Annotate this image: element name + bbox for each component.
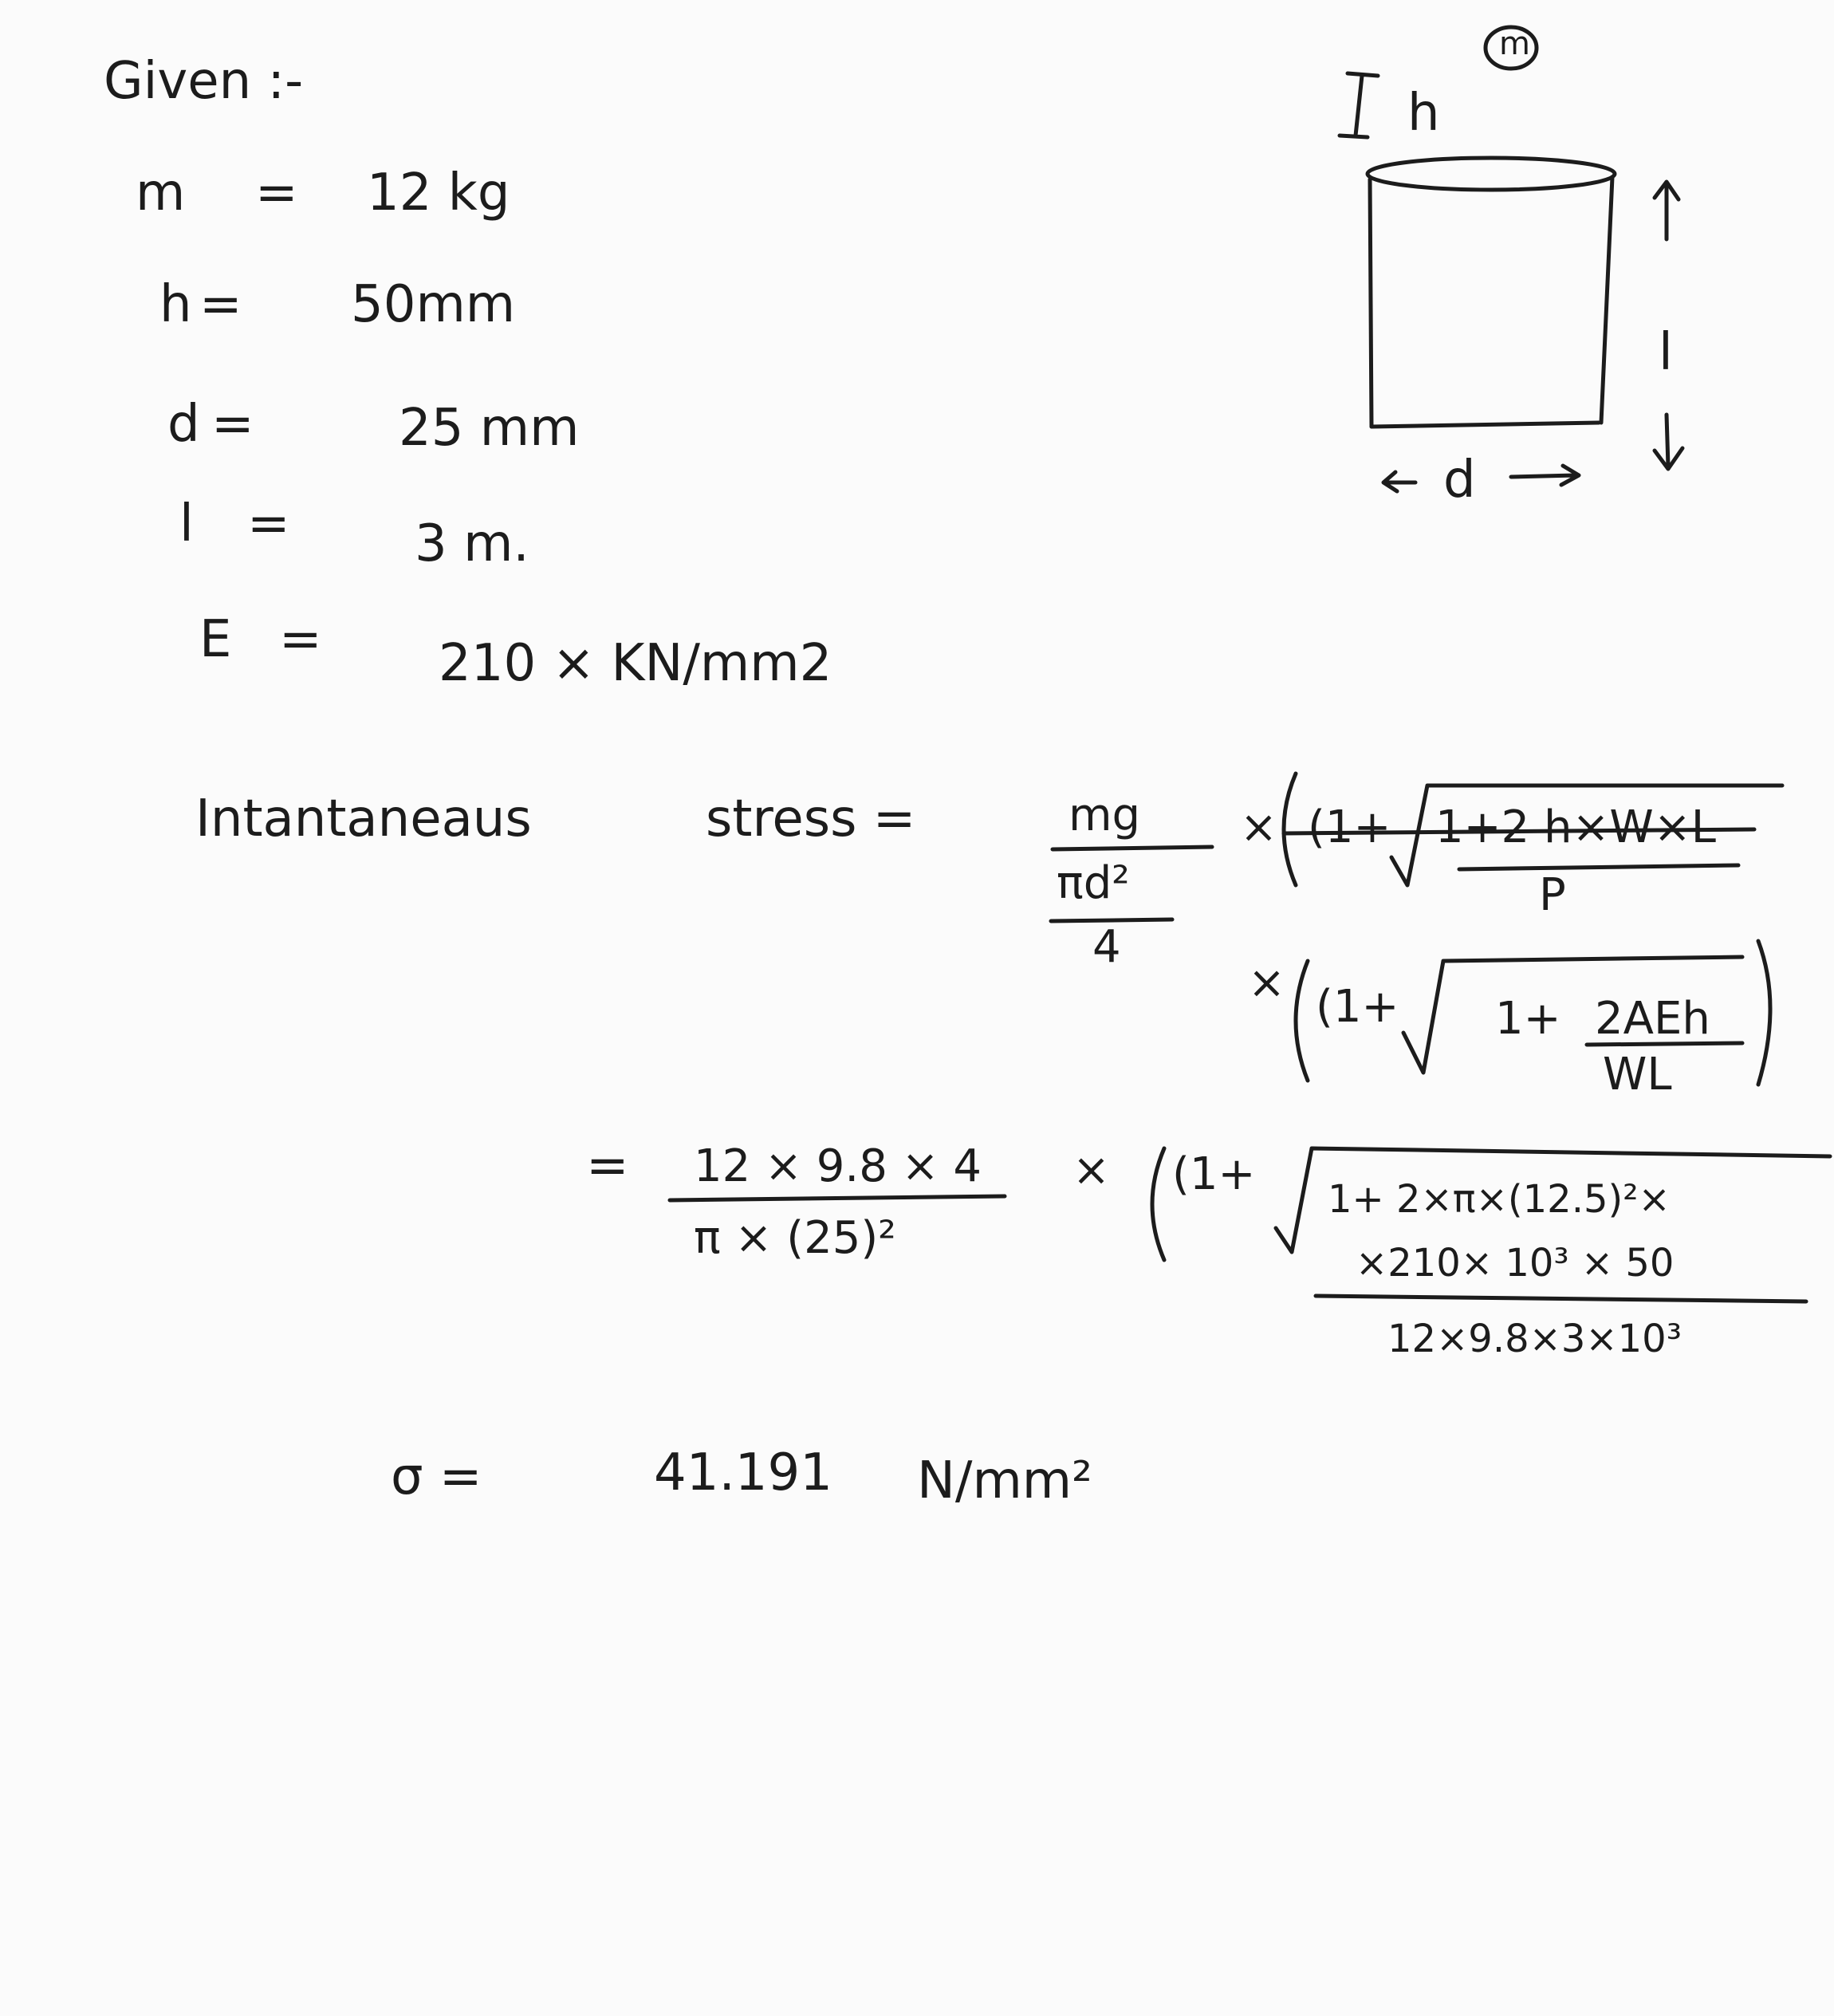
subst-denominator: π × (25)² <box>694 1212 896 1264</box>
given-val-E: 210 × KN/mm2 <box>439 634 832 693</box>
subst-numerator: 12 × 9.8 × 4 <box>694 1140 982 1192</box>
root-frac-denominator: WL <box>1603 1049 1672 1101</box>
struck-inner-bar <box>1459 865 1738 869</box>
length-arrow-down <box>1655 415 1682 469</box>
result-symbol: σ = <box>391 1447 482 1506</box>
formula-denominator: πd² <box>1057 857 1130 909</box>
subst-open: (1+ <box>1172 1148 1256 1200</box>
given-heading: Given :- <box>104 52 304 111</box>
given-val-d: 25 mm <box>399 399 580 458</box>
subst-bar <box>670 1196 1005 1200</box>
subst-root-denominator: 12×9.8×3×10³ <box>1387 1317 1682 1361</box>
formula-main-bar <box>1053 847 1212 849</box>
subst-root-bar <box>1316 1296 1806 1301</box>
bracket-open-stroke <box>1296 961 1308 1081</box>
diagram-height-label: h <box>1407 84 1440 143</box>
formula-stress-label: stress = <box>706 789 916 849</box>
formula-times-1: × <box>1240 801 1277 853</box>
subst-paren <box>1152 1148 1164 1260</box>
struck-inner: 1+2 h×W×L <box>1435 801 1716 853</box>
result-unit: N/mm² <box>917 1451 1092 1510</box>
given-val-l: 3 m. <box>415 514 529 573</box>
bracket-close-stroke <box>1758 941 1770 1085</box>
given-sym-m: m <box>136 163 186 222</box>
subst-times: × <box>1072 1144 1110 1196</box>
diagram-diameter-label: d <box>1443 451 1476 510</box>
given-eq-m: = <box>255 163 298 222</box>
formula-label: Intantaneaus <box>195 789 532 849</box>
cylinder-left-side <box>1370 179 1372 427</box>
cylinder-top <box>1368 158 1615 190</box>
given-eq-E: = <box>279 610 322 669</box>
given-eq-h: = <box>199 275 242 334</box>
root-inner-one: 1+ <box>1495 993 1561 1045</box>
length-arrow-up <box>1655 182 1679 239</box>
given-eq-l: = <box>247 494 290 553</box>
given-eq-d: = <box>211 395 254 454</box>
cylinder-right-side <box>1601 177 1612 423</box>
subst-root-line2: ×210× 10³ × 50 <box>1356 1241 1675 1286</box>
formula-times-2: × <box>1248 957 1285 1009</box>
result-value: 41.191 <box>654 1443 832 1502</box>
struck-open: (1+ <box>1308 801 1391 853</box>
struck-paren <box>1284 774 1296 885</box>
diameter-arrow-right <box>1511 466 1579 485</box>
diagram-mass-label: m <box>1499 26 1530 62</box>
root-frac-numerator: 2AEh <box>1595 993 1710 1045</box>
given-val-m: 12 kg <box>367 163 510 222</box>
given-sym-d: d <box>167 395 200 454</box>
formula-numerator: mg <box>1069 789 1141 841</box>
subst-equals: = <box>586 1136 629 1195</box>
struck-denominator: P <box>1539 869 1566 921</box>
given-sym-E: E <box>199 610 232 669</box>
subst-root-line1: 1+ 2×π×(12.5)²× <box>1328 1177 1671 1222</box>
given-sym-h: h <box>159 275 192 334</box>
given-sym-l: l <box>179 494 194 553</box>
diagram-length-label: l <box>1659 323 1673 382</box>
given-val-h: 50mm <box>351 275 516 334</box>
cylinder-bottom <box>1372 423 1599 427</box>
height-arrow <box>1340 73 1378 137</box>
formula-denominator-4: 4 <box>1092 921 1121 973</box>
bracket-open: (1+ <box>1316 981 1399 1033</box>
diameter-arrow-left <box>1383 472 1415 491</box>
